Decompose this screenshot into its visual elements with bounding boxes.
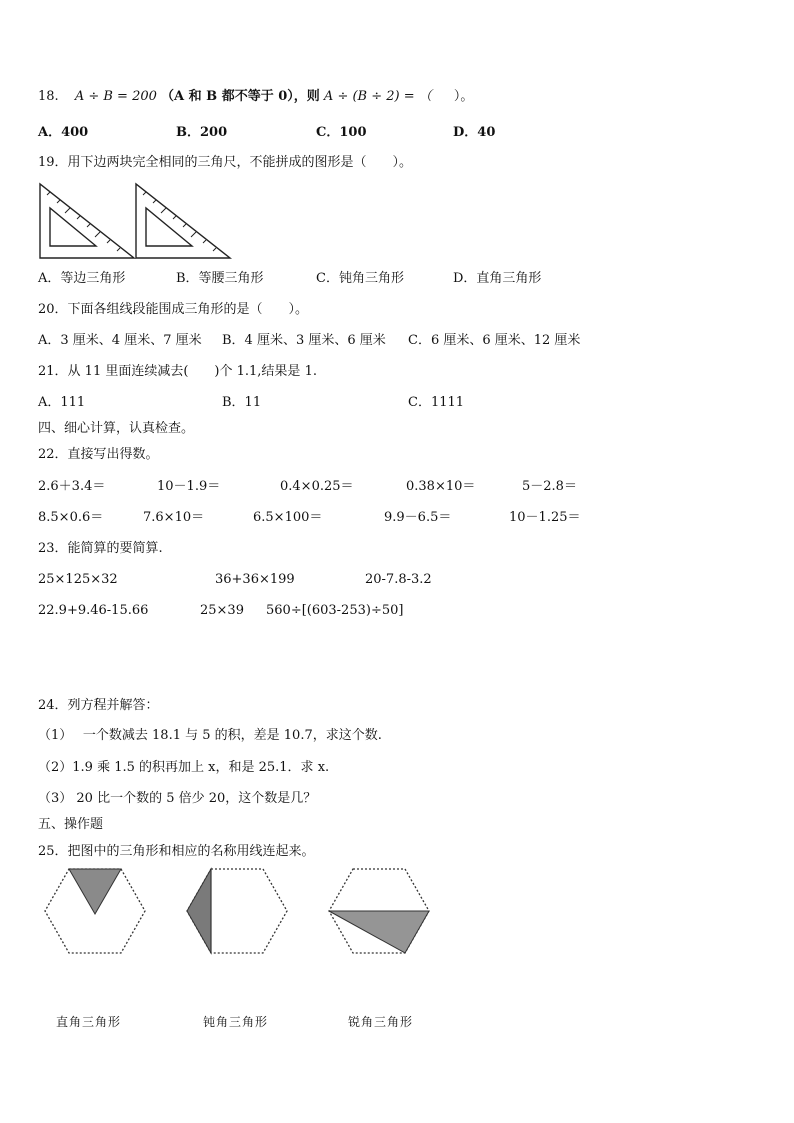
section-5-heading: 五、操作题	[38, 817, 104, 832]
q20-option-a: A．3 厘米、4 厘米、7 厘米	[38, 333, 202, 348]
q22-r1-c4: 0.38×10＝	[406, 479, 476, 494]
q19-option-a: A．等边三角形	[38, 271, 126, 286]
q23-r1-c3: 20-7.8-3.2	[365, 572, 432, 587]
hexagon-figure-2	[184, 866, 290, 956]
q20-option-b: B．4 厘米、3 厘米、6 厘米	[222, 333, 386, 348]
q19-stem: 19．用下边两块完全相同的三角尺，不能拼成的图形是（ ）。	[38, 155, 413, 170]
q18-expression: A ÷ B = 200	[74, 89, 157, 104]
label-acute-triangle: 锐角三角形	[348, 1015, 414, 1029]
q21-option-c: C．1111	[408, 395, 465, 410]
q22-stem: 22．直接写出得数。	[38, 447, 159, 462]
q24-item-1: （1） 一个数减去 18.1 与 5 的积，差是 10.7，求这个数.	[38, 728, 382, 743]
label-right-triangle: 直角三角形	[56, 1015, 122, 1029]
q22-r2-c1: 8.5×0.6＝	[38, 510, 104, 525]
q23-r2-c2: 25×39	[200, 603, 244, 618]
q23-r2-c1: 22.9+9.46-15.66	[38, 603, 149, 618]
q24-stem: 24．列方程并解答：	[38, 698, 159, 713]
set-square-figure	[38, 182, 233, 260]
q18-expression-2: A ÷ (B ÷ 2) = （	[323, 89, 432, 104]
q18-option-b: B．200	[176, 125, 228, 140]
q24-item-2: （2）1.9 乘 1.5 的积再加上 x，和是 25.1．求 x.	[38, 760, 330, 775]
q22-r2-c5: 10－1.25＝	[509, 510, 581, 525]
label-obtuse-triangle: 钝角三角形	[203, 1015, 269, 1029]
q23-r1-c2: 36+36×199	[215, 572, 295, 587]
q18-number: 18.	[38, 89, 59, 104]
q18-option-a: A．400	[38, 125, 89, 140]
q20-option-c: C．6 厘米、6 厘米、12 厘米	[408, 333, 581, 348]
q22-r1-c5: 5－2.8＝	[522, 479, 577, 494]
q21-option-b: B．11	[222, 395, 262, 410]
q21-option-a: A．111	[38, 395, 86, 410]
q25-stem: 25．把图中的三角形和相应的名称用线连起来。	[38, 844, 315, 859]
q24-item-3: （3） 20 比一个数的 5 倍少 20，这个数是几？	[38, 791, 317, 806]
q18-line	[38, 88, 473, 106]
q18-option-c: C．100	[316, 125, 367, 140]
q23-stem: 23．能简算的要简算.	[38, 541, 163, 556]
hexagon-figure-3	[326, 866, 432, 956]
q22-r1-c2: 10－1.9＝	[157, 479, 221, 494]
q18-condition: （A 和 B 都不等于 0），则	[161, 89, 320, 104]
q22-r2-c3: 6.5×100＝	[253, 510, 323, 525]
q18-option-d: D．40	[453, 125, 496, 140]
hexagon-figure-1	[42, 866, 148, 956]
q22-r2-c4: 9.9－6.5＝	[384, 510, 452, 525]
q22-r2-c2: 7.6×10＝	[143, 510, 205, 525]
q22-r1-c1: 2.6＋3.4＝	[38, 479, 106, 494]
q23-r1-c1: 25×125×32	[38, 572, 118, 587]
section-4-heading: 四、细心计算，认真检查。	[38, 421, 195, 436]
q21-stem: 21．从 11 里面连续减去( )个 1.1,结果是 1.	[38, 364, 317, 379]
q23-r2-c3: 560÷[(603-253)÷50]	[266, 603, 404, 618]
q18-blank-close: ）。	[453, 89, 474, 104]
q19-option-d: D．直角三角形	[453, 271, 542, 286]
q19-option-c: C．钝角三角形	[316, 271, 404, 286]
q20-stem: 20．下面各组线段能围成三角形的是（ ）。	[38, 302, 309, 317]
q19-option-b: B．等腰三角形	[176, 271, 264, 286]
q22-r1-c3: 0.4×0.25＝	[280, 479, 354, 494]
